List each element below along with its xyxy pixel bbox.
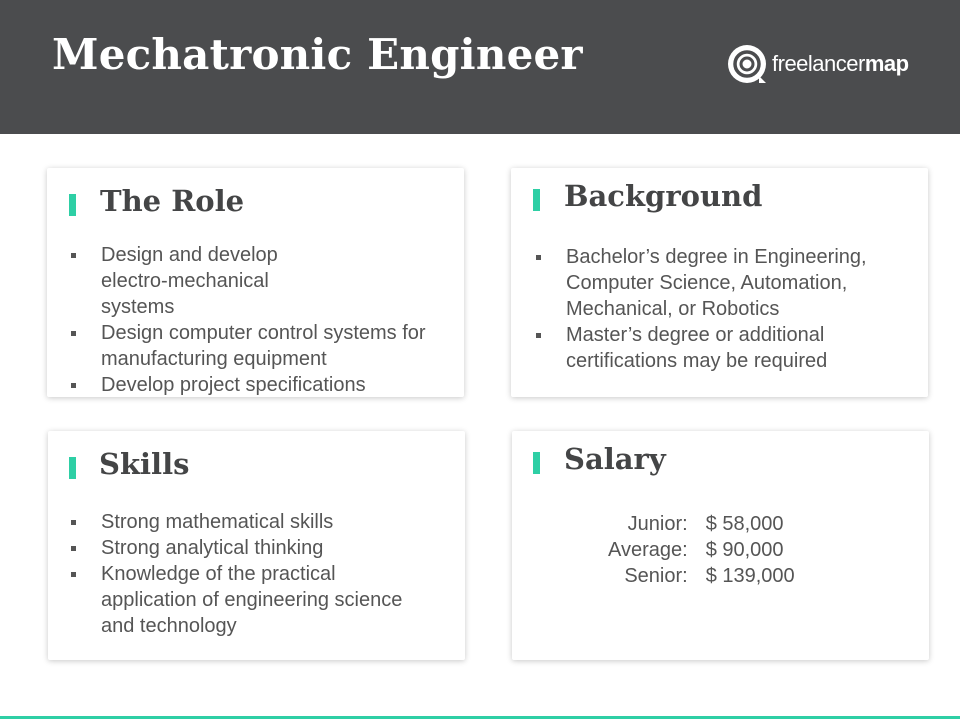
list-item: Bachelor’s degree in Engineering, Computer Science, Automation, Mechanical, or Robotics <box>534 244 904 322</box>
role-card <box>47 168 464 397</box>
bottom-accent-line <box>0 716 960 719</box>
list-item: Design computer control systems for manufacturing equipment <box>69 320 459 372</box>
salary-card-title: Salary <box>564 442 666 476</box>
salary-row-senior <box>608 563 795 589</box>
logo-text-regular: freelancer <box>772 51 865 76</box>
salary-label: Average: <box>608 539 688 561</box>
role-list <box>69 242 459 398</box>
skills-accent-bar <box>69 457 76 479</box>
list-item: Master’s degree or additional certifications may be required <box>534 322 904 374</box>
list-item: Develop project specifications <box>69 372 459 398</box>
salary-value: $ 139,000 <box>705 565 795 587</box>
list-item: Strong analytical thinking <box>69 535 439 561</box>
header-banner <box>0 0 960 134</box>
salary-label: Junior: <box>627 513 688 535</box>
salary-value: $ 90,000 <box>705 539 784 561</box>
salary-row-junior <box>608 511 795 537</box>
role-card-title: The Role <box>100 184 245 218</box>
logo-wordmark <box>772 51 909 77</box>
freelancermap-logo <box>726 42 909 86</box>
background-card <box>511 168 928 397</box>
salary-label: Senior: <box>624 565 688 587</box>
background-card-title: Background <box>564 179 763 213</box>
background-accent-bar <box>533 189 540 211</box>
skills-list <box>69 509 439 639</box>
background-list <box>534 244 904 374</box>
salary-row-average <box>608 537 795 563</box>
skills-card-title: Skills <box>99 447 190 481</box>
salary-card <box>512 431 929 660</box>
salary-table <box>608 511 795 589</box>
list-item: Design and develop electro-mechanical systems <box>69 242 459 320</box>
skills-card <box>48 431 465 660</box>
list-item: Knowledge of the practical application of engineering science and technology <box>69 561 439 639</box>
salary-accent-bar <box>533 452 540 474</box>
logo-text-bold: map <box>864 51 909 76</box>
list-item: Strong mathematical skills <box>69 509 439 535</box>
page-title: Mechatronic Engineer <box>52 30 583 79</box>
freelancermap-logo-icon <box>726 43 768 85</box>
salary-value: $ 58,000 <box>705 513 784 535</box>
role-accent-bar <box>69 194 76 216</box>
